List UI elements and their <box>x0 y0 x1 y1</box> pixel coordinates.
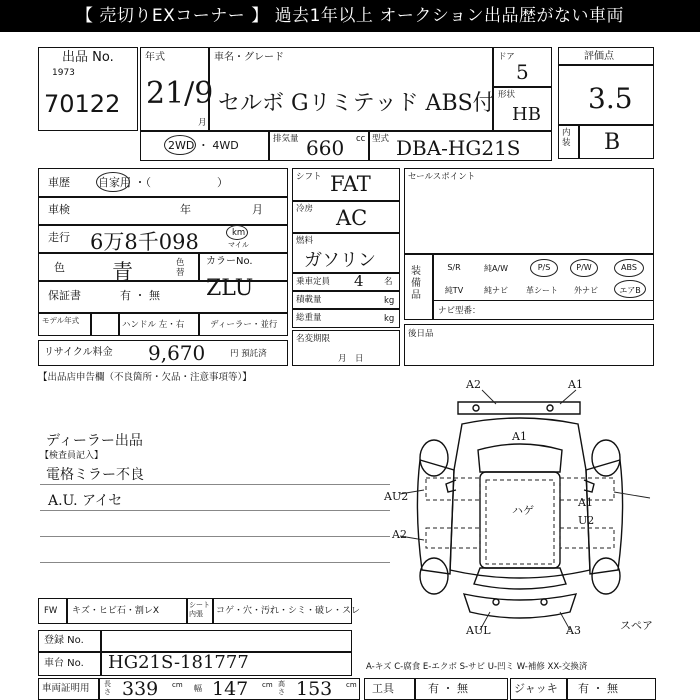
shift-label: シフト <box>296 172 322 182</box>
inspector-label: 【検査員記入】 <box>40 451 104 461</box>
km-circle <box>226 225 248 240</box>
equip-abs: ABS <box>621 263 637 272</box>
score-value: 3.5 <box>588 82 633 115</box>
height-cm: cm <box>346 681 357 689</box>
color-label: 色 <box>54 261 65 274</box>
equip-navi: 純ナビ <box>484 286 508 295</box>
seat-items: コゲ・穴・汚れ・シミ・破レ・スレ <box>216 606 361 616</box>
sales-point-label: セールスポイント <box>408 172 476 182</box>
displacement-value: 660 <box>306 136 345 160</box>
seat-label: シート 内張 <box>189 601 210 618</box>
tool-label: 工具 <box>372 682 394 695</box>
load-unit: kg <box>384 296 395 306</box>
fuel-value: ガソリン <box>304 250 376 271</box>
model-value: DBA-HG21S <box>396 136 521 160</box>
deadline-label: 名変期限 <box>296 334 331 344</box>
banner: 【 売切りEXコーナー 】 過去1年以上 オークション出品歴がない車両 <box>0 0 700 32</box>
color-change-label: 色替 <box>176 258 185 278</box>
color-no-value: ZLU <box>206 276 254 301</box>
ps-circle <box>530 259 558 277</box>
displacement-label: 排気量 <box>273 134 299 144</box>
width-value: 147 <box>212 678 249 700</box>
report-line2: A.U. アイセ <box>48 493 123 509</box>
diag-a2-left: A2 <box>392 528 407 541</box>
load-label: 積載量 <box>296 295 322 305</box>
equip-airbag: エアB <box>619 286 641 295</box>
length-value: 339 <box>122 678 159 700</box>
inspection-month: 月 <box>252 203 263 216</box>
height-label: 高さ <box>278 680 285 696</box>
drive-label: 2WD ・ 4WD <box>168 139 239 152</box>
reg-label: 登録 No. <box>44 635 84 646</box>
interior-label: 内装 <box>562 128 571 148</box>
length-cm: cm <box>172 681 183 689</box>
equip-sr: S/R <box>447 263 461 272</box>
history-label: 車歴 <box>48 176 70 189</box>
abs-circle <box>614 259 644 277</box>
ac-value: AC <box>336 206 368 230</box>
weight-unit: kg <box>384 314 395 324</box>
mileage-value: 6万8千098 <box>90 230 199 254</box>
cert-label: 車両証明用 <box>42 683 90 694</box>
history-value: 自家用 ・（ ） <box>98 176 228 189</box>
name-value: セルボ Gリミテッド ABS付 <box>218 91 495 116</box>
equip-awheel: 純A/W <box>483 264 509 273</box>
airbag-circle <box>614 280 646 298</box>
recycle-unit: 円 預託済 <box>230 349 267 359</box>
lot-number: 70122 <box>44 90 121 118</box>
equip-ps: P/S <box>537 263 551 272</box>
color-value: 青 <box>112 260 133 284</box>
warranty-value: 有 ・ 無 <box>120 289 160 302</box>
diag-center: ハゲ <box>512 504 534 517</box>
year-unit: 月 <box>198 118 207 128</box>
diag-a2-top: A2 <box>466 378 481 391</box>
drive-circle <box>164 135 196 155</box>
equip-ext-navi: 外ナビ <box>574 286 598 295</box>
shape-label: 形状 <box>498 90 516 100</box>
width-cm: cm <box>262 681 273 689</box>
displacement-unit: cc <box>356 134 366 144</box>
report-line1: 電格ミラー不良 <box>46 467 144 483</box>
lot-label: 出品 No. <box>62 50 114 65</box>
width-label: 幅 <box>194 684 202 693</box>
equip-leather: 革シート <box>526 286 558 295</box>
fw-label: FW <box>44 606 58 616</box>
color-no-label: カラーNo. <box>206 256 253 267</box>
diag-a3-bottom: A3 <box>566 624 581 637</box>
model-label: 型式 <box>372 134 390 144</box>
year-label: 年式 <box>145 52 165 63</box>
interior-value: B <box>604 130 621 155</box>
recycle-label: リサイクル料金 <box>44 347 113 358</box>
height-value: 153 <box>296 678 333 700</box>
mileage-mile: マイル <box>228 241 249 249</box>
warranty-label: 保証書 <box>48 289 81 302</box>
model-year-label: モデル年式 <box>42 316 80 325</box>
dealer-label: ディーラー・並行 <box>210 320 278 330</box>
history-circle <box>96 172 130 192</box>
jack-value: 有 ・ 無 <box>578 682 618 695</box>
spare-label: スペア <box>620 619 653 632</box>
equip-tv: 純TV <box>444 286 464 295</box>
lot-small: 1973 <box>52 68 75 78</box>
door-value: 5 <box>516 60 529 84</box>
pw-circle <box>570 259 598 277</box>
legend: A-キズ C-腐食 E-エクボ S-サビ U-凹ミ W-補修 XX-交換済 <box>366 662 588 672</box>
score-label: 評価点 <box>584 51 614 62</box>
fuel-label: 燃料 <box>296 236 314 246</box>
rear-label: 後日品 <box>408 329 434 339</box>
equipment-label: 装備品 <box>411 266 421 301</box>
fw-items: キズ・ヒビ石・割レX <box>72 606 159 616</box>
diag-u2-right: U2 <box>578 514 595 527</box>
frame-value: HG21S-181777 <box>108 652 249 673</box>
door-label: ドア <box>498 52 515 62</box>
rear-box <box>404 324 654 366</box>
weight-label: 総重量 <box>296 313 322 323</box>
diag-a1-top: A1 <box>568 378 583 391</box>
recycle-value: 9,670 <box>148 341 206 365</box>
inspection-year: 年 <box>180 203 191 216</box>
shift-value: FAT <box>330 172 371 196</box>
navi-label: ナビ型番： <box>438 306 481 316</box>
tool-value: 有 ・ 無 <box>428 682 468 695</box>
mileage-label: 走行 <box>48 231 70 244</box>
length-label: 長さ <box>104 680 111 696</box>
diag-a1-right: A1 <box>578 496 593 509</box>
name-label: 車名・グレード <box>214 52 284 63</box>
capacity-label: 乗車定員 <box>296 277 331 287</box>
equip-pw: P/W <box>576 263 592 272</box>
year-value: 21/9 <box>146 76 214 111</box>
mileage-km: km <box>232 228 246 238</box>
shape-value: HB <box>512 104 541 125</box>
diag-au2-left: AU2 <box>384 490 409 503</box>
capacity-value: 4 <box>354 272 364 290</box>
diag-aul-bottom: AUL <box>466 624 491 637</box>
dealer-note: ディーラー出品 <box>46 433 143 449</box>
report-title: 【出品店申告欄（不良箇所・欠品・注意事項等）】 <box>38 372 252 383</box>
diag-a1-roof: A1 <box>512 430 527 443</box>
handle-label: ハンドル 左・右 <box>122 320 185 330</box>
capacity-unit: 名 <box>384 277 393 287</box>
ac-label: 冷房 <box>296 204 314 214</box>
inspection-label: 車検 <box>48 203 70 216</box>
reg-box <box>38 630 352 652</box>
frame-label: 車台 No. <box>44 658 84 669</box>
jack-label: ジャッキ <box>514 682 558 695</box>
deadline-unit: 月 日 <box>338 354 364 364</box>
